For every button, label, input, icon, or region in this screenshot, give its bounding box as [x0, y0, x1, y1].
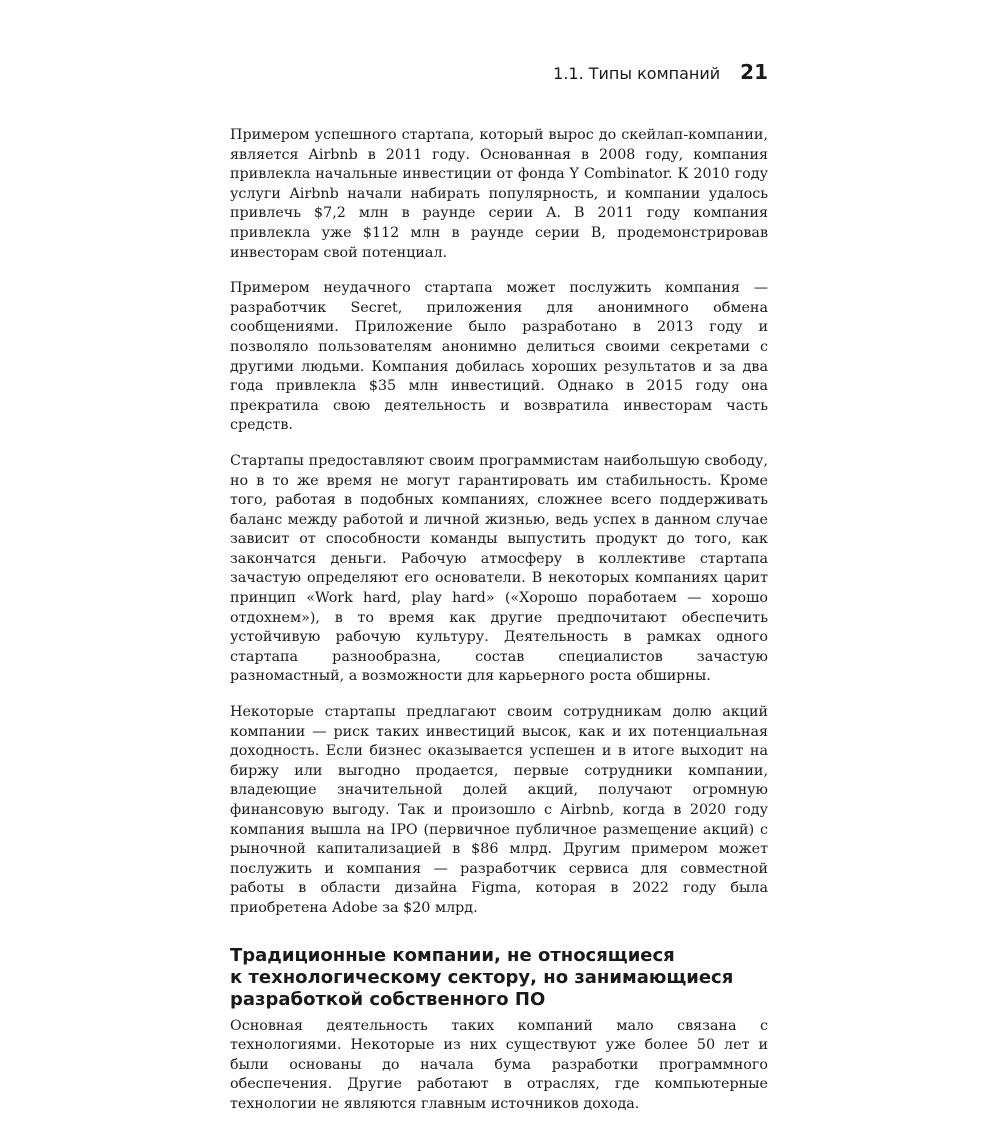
section-heading-line-1: Традиционные компании, не относящиеся: [230, 944, 675, 966]
running-header: [230, 60, 768, 84]
paragraph-secret: Примером неудачного стартапа может послужить компания — разработчик Secret, приложения для анонимного обмена сообщениями. Приложение было разработано в 2013 году и позволяло пользователям анонимно делиться своими секретами с другими людьми. Компания добилась хороших результатов и за два года привлекла $35 млн инвестиций. Однако в 2015 году она прекратила свою деятельность и возвратила инвесторам часть средств.: [230, 280, 768, 434]
paragraph-equity: Некоторые стартапы предлагают своим сотрудникам долю акций компании — риск таких инвестиций высок, как и их потенциальная доходность. Если бизнес оказывается успешен и в итоге выходит на биржу или выгодно продается, первые сотрудники компании, владеющие значительной долей акций, получают огромную финансовую выгоду. Так и произошло с Airbnb, когда в 2020 году компания вышла на IPO (первичное публичное размещение акций) с рыночной капитализацией в $86 млрд. Другим примером может послужить и компания — разработчик сервиса для совместной работы в области дизайна Figma, которая в 2022 году была приобретена Adobe за $20 млрд.: [230, 704, 768, 916]
section-heading-line-3: разработкой собственного ПО: [230, 988, 546, 1010]
page-number: 21: [740, 60, 768, 84]
body-text: [230, 126, 768, 1131]
section-title: 1.1. Типы компаний: [553, 64, 721, 83]
paragraph-startup-freedom: Стартапы предоставляют своим программистам наибольшую свободу, но в то же время не могут гарантировать им стабильность. Кроме того, работая в подобных компаниях, сложнее всего поддерживать баланс между работой и личной жизнью, ведь успех в данном случае зависит от способности команды выпустить продукт до того, как закончатся деньги. Рабочую атмосферу в коллективе стартапа зачастую определяют его основатели. В некоторых компаниях царит принцип «Work hard, play hard» («Хорошо поработаем — хорошо отдохнем»), в то время как другие предпочитают обеспечить устойчивую рабочую культуру. Деятельность в рамках одного стартапа разнообразна, состав специалистов зачастую разномастный, а возможности для карьерного роста обширны.: [230, 452, 768, 685]
paragraph-traditional-companies: Основная деятельность таких компаний мало связана с технологиями. Некоторые из них существуют уже более 50 лет и были основаны до начала бума разработки программного обеспечения. Другие работают в отраслях, где компьютерные технологии не являются главным источников дохода.: [230, 1017, 768, 1112]
paragraph-airbnb: Примером успешного стартапа, который вырос до скейлап-компании, является Airbnb в 2011 году. Основанная в 2008 году, компания привлекла начальные инвестиции от фонда Y Combinator. К 2010 году услуги Airbnb начали набирать популярность, и компании удалось привлечь $7,2 млн в раунде серии A. В 2011 году компания привлекла уже $112 млн в раунде серии B, продемонстрировав инвесторам свой потенциал.: [230, 127, 768, 261]
section-heading: [230, 945, 768, 1011]
section-heading-line-2: к технологическому сектору, но занимающиеся: [230, 966, 734, 988]
